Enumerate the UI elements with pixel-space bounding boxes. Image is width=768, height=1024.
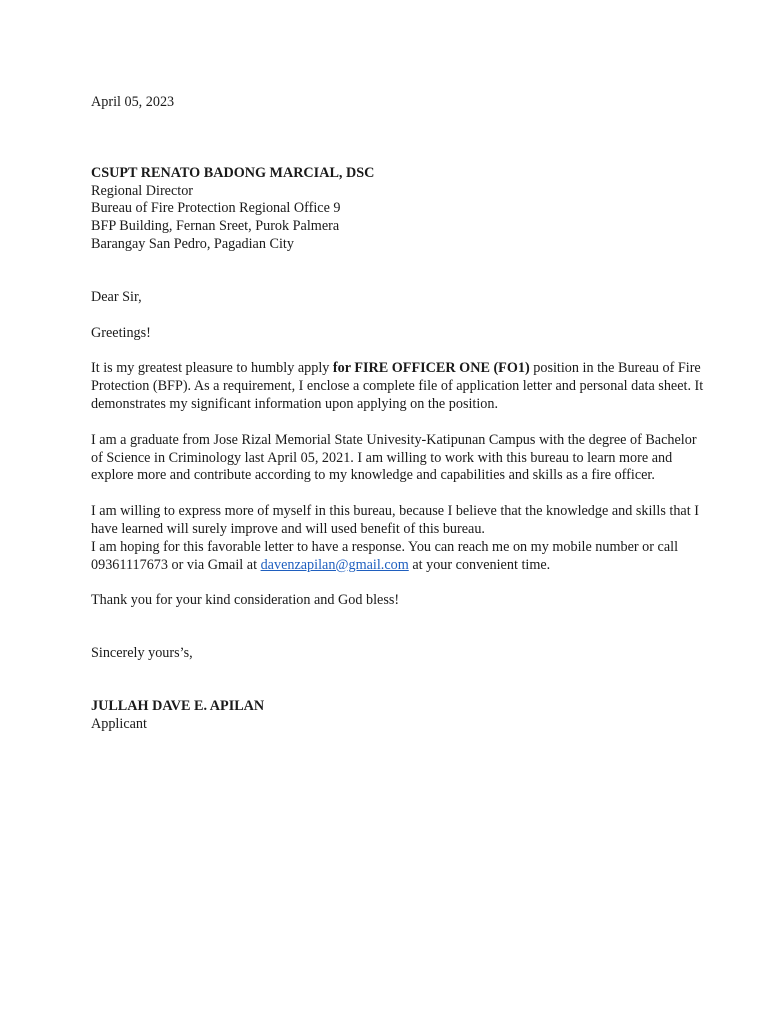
letter-date: April 05, 2023 [91, 94, 175, 110]
body-paragraph-1 [91, 360, 708, 413]
greeting: Greetings! [91, 324, 151, 341]
position-applied: for FIRE OFFICER ONE (FO1) [332, 360, 530, 377]
salutation: Dear Sir, [91, 288, 142, 305]
recipient-address-line2: Barangay San Pedro, Pagadian City [91, 235, 294, 252]
para1-text: It is my greatest pleasure to humbly apply [91, 360, 333, 377]
body-paragraph-2: I am a graduate from Jose Rizal Memorial State Univesity-Katipunan Campus with the degree of Bachelor of Science in Criminology last April 05, 2021. I am willing to work with this bureau to learn more and explore more and contribute according to my knowledge and capabilities and skills as a fire officer. [91, 431, 697, 484]
para4-text: I am hoping for this favorable letter to have a response. You can reach me on my mobile number or call 09361117673 or via Gmail at [91, 538, 679, 573]
email-link[interactable]: davenzapilan@gmail.com [260, 556, 409, 573]
para4-text-cont: at your convenient time. [408, 556, 551, 573]
signer-title: Applicant [91, 715, 147, 732]
recipient-block [91, 165, 708, 254]
body-paragraph-4 [91, 539, 708, 575]
recipient-address-line1: BFP Building, Fernan Sreet, Purok Palmera [91, 218, 340, 235]
body-paragraph-3: I am willing to express more of myself in this bureau, because I believe that the knowledge and skills that I have learned will surely improve and will used benefit of this bureau. [91, 503, 699, 537]
recipient-office: Bureau of Fire Protection Regional Office 9 [91, 200, 341, 217]
recipient-title: Regional Director [91, 182, 194, 199]
closing: Sincerely yours’s, [91, 645, 193, 662]
para1-text-cont: position in the Bureau of Fire Protection (BFP). As a requirement, I enclose a complete file of application letter and personal data sheet. It demonstrates my significant information upon applying on the position. [91, 360, 704, 412]
thanks-line: Thank you for your kind consideration and God bless! [91, 592, 400, 609]
recipient-name: CSUPT RENATO BADONG MARCIAL, DSC [91, 164, 375, 181]
signer-name: JULLAH DAVE E. APILAN [91, 697, 265, 714]
